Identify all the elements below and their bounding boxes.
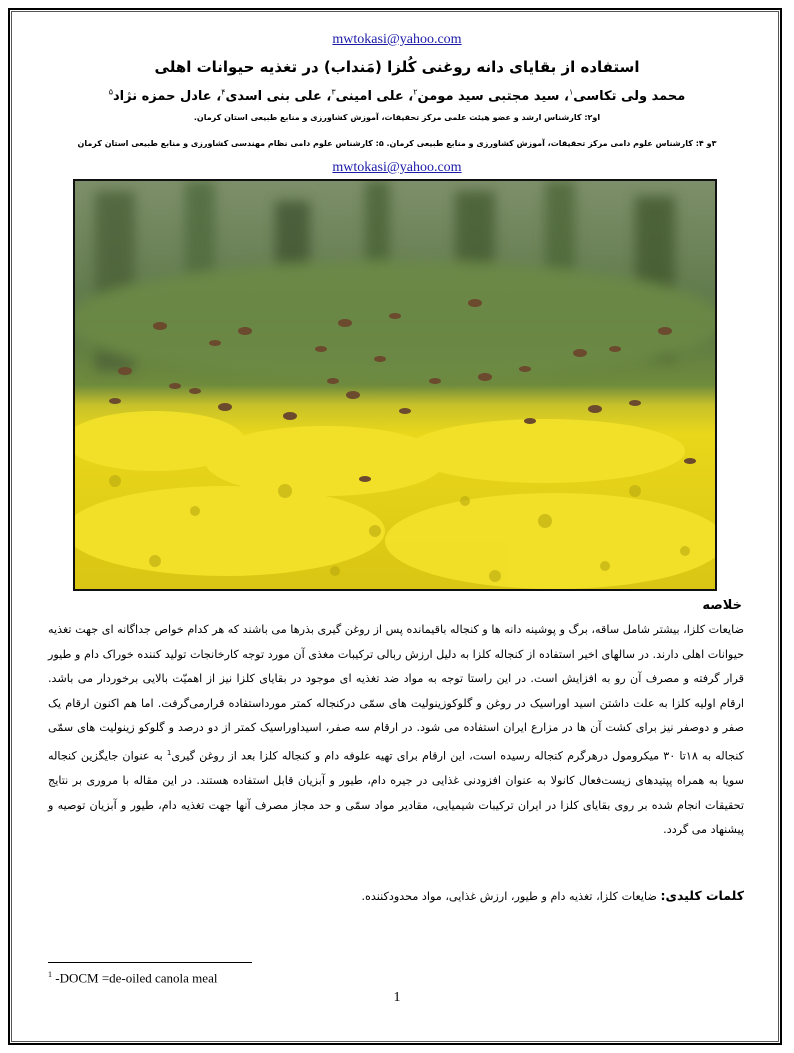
- abstract-body: ضایعات کلزا، بیشتر شامل ساقه، برگ و پوشینه دانه ها و کنجاله باقیمانده پس از روغن گیری بذرها می باشند که هر کدام خواص جداگانه ای جهت تغذیه حیوانات اهلی دارند. در سالهای اخیر استفاده از کنجاله کلزا به دلیل ارزش ربالی ترکیبات مغذی آن مورد توجه کارخانجات تولید کننده خوراک دام و طیور قرار گرفته و مصرف آن رو به افزایش است. در این راستا توجه به مواد ضد تغذیه ای موجود در بقایای کلزا نیز از اهمیّت بالایی برخوردار می باشد. ارقام اولیه کلزا به علت داشتن اسید اوراسیک در روغن و گلوکوزینولیت های سمّی درکنجاله کمتر مورداستفاده قرارمی‌گرفت. اما هم اکنون ارقام یک صفر و دوصفر نیز برای کشت آن ها در مزارع ایران استفاده می شود. در ارقام سه صفر، اسیداوراسیک کمتر از دو درصد و گلوکو زینولیت های سمّی کنجاله به ۱۸تا ۳۰ میکرومول درهرگرم کنجاله رسیده است، این ارقام برای تهیه علوفه دام و کنجاله کلزا بعد از روغن گیری$^1$ به عنوان جایگزین کنجاله سویا به همراه پپتیدهای زیست‌فعال کانولا به عنوان افزودنی غذایی در جیره دام، طیور و آبزیان قابل استفاده هستند. در این مقاله با مروری بر نتایج تحقیقات انجام شده بر روی بقایای کلزا در ایران ترکیبات شیمیایی، مقادیر مواد سمّی و حد مجاز مصرف آنها جهت تغذیه دام، طیور و آبزیان توصیه و پیشنهاد می گردد.: [48, 623, 744, 837]
- page-number: 1: [393, 990, 401, 1005]
- author: علی امینی$^۳$: [331, 88, 404, 105]
- author: عادل حمزه نژاد$^۵$: [108, 88, 212, 105]
- affiliation-2: ۳و ۴: کارشناس علوم دامی مرکز تحقیقات، آموزش کشاورزی و منابع طبیعی کرمان. ۵: کارشناس علوم دامی نظام مهندسی کشاورزی و منابع طبیعی استان کرمان: [77, 139, 717, 148]
- keywords: [48, 888, 744, 903]
- email-link-top[interactable]: mwtokasi@yahoo.com: [332, 32, 462, 47]
- canola-field-photo: [73, 179, 717, 591]
- footnote: $^1$ -DOCM =de-oiled canola meal: [48, 970, 218, 986]
- keywords-label: کلمات کلیدی:: [660, 888, 744, 903]
- paper-title: استفاده از بقایای دانه روغنی کُلزا (مَنداب) در تغذیه حیوانات اهلی: [154, 58, 640, 76]
- email-link-bottom[interactable]: mwtokasi@yahoo.com: [332, 160, 462, 175]
- author: سید مجتبی سید مومن$^۲$: [413, 88, 560, 105]
- abstract-heading: خلاصه: [702, 598, 742, 613]
- footnote-rule: [48, 962, 252, 963]
- author: محمد ولی تکاسی$^۱$: [568, 88, 686, 105]
- affiliation-1: او۲: کارشناس ارشد و عضو هیئت علمی مرکز تحقیقات، آموزش کشاورزی و منابع طبیعی استان کرمان.: [193, 113, 601, 122]
- author: علی بنی اسدی$^۴$: [221, 88, 322, 105]
- keywords-text: ضایعات کلزا، تغذیه دام و طیور، ارزش غذایی، مواد محدودکننده.: [361, 890, 661, 903]
- author-list: محمد ولی تکاسی$^۱$، سید مجتبی سید مومن$^۲$، علی امینی$^۳$، علی بنی اسدی$^۴$، عادل حمزه نژاد$^۵$: [108, 88, 686, 105]
- photo-illustration: [75, 181, 715, 589]
- footnote-ref[interactable]: 1: [166, 748, 172, 757]
